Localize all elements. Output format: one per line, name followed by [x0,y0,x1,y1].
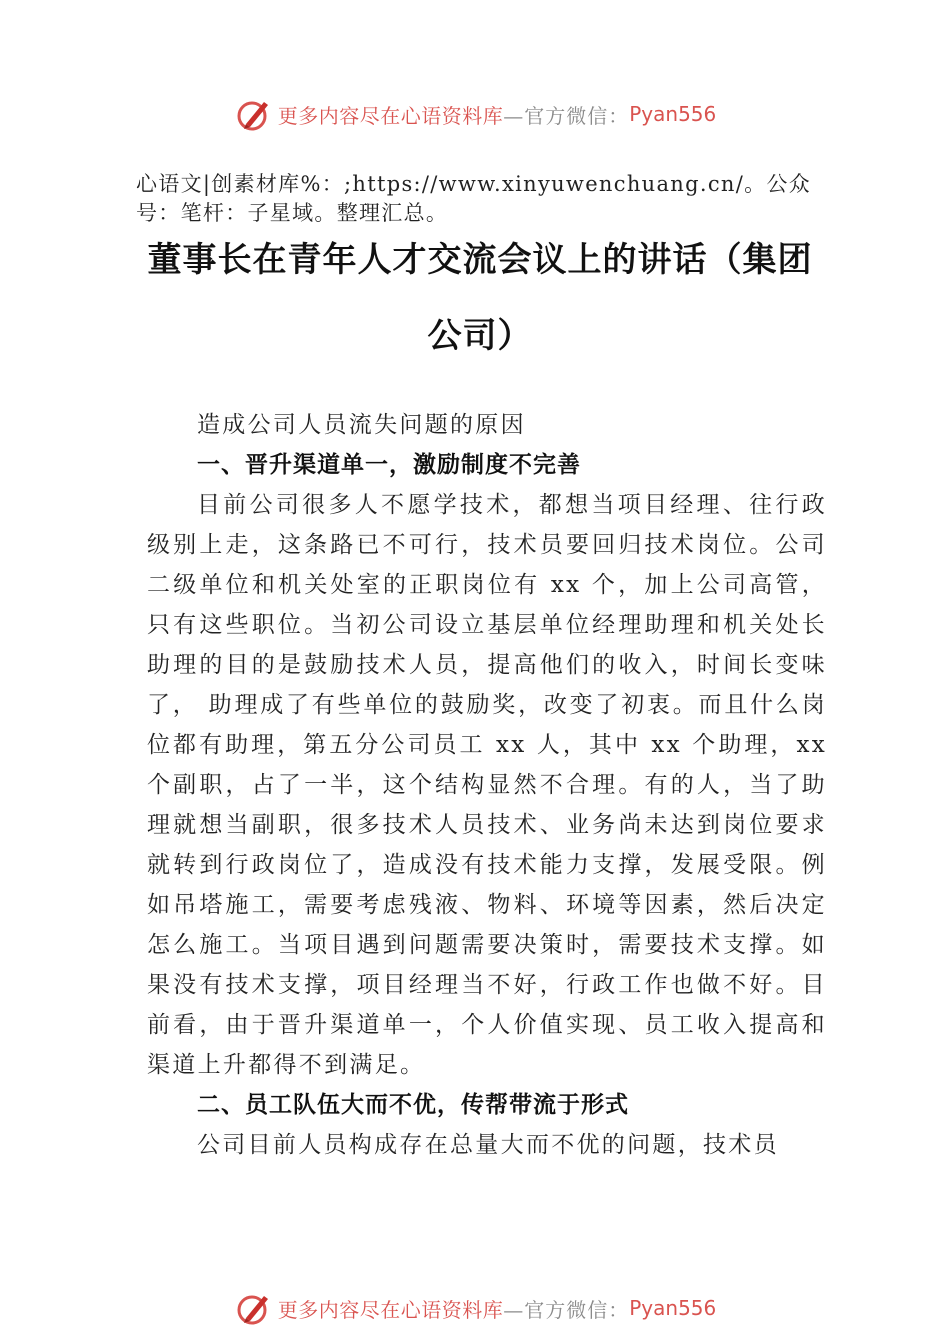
section-heading-2: 二、员工队伍大而不优，传帮带流于形式 [197,1092,629,1118]
pen-logo-icon [234,94,274,134]
document-body [147,405,827,1165]
source-line: 心语文|创素材库%：;https://www.xinyuwenchuang.cn/。公众号：笔杆：子星域。整理汇总。 [136,172,811,225]
footer-banner [0,1286,950,1330]
banner-site-name: 更多内容尽在心语资料库 [277,1297,504,1322]
pen-logo-icon [234,1288,274,1328]
intro-line: 造成公司人员流失问题的原因 [197,412,526,438]
banner-wechat-label: —官方微信： [503,103,630,128]
paragraph-2: 公司目前人员构成存在总量大而不优的问题，技术员 [197,1132,779,1158]
section-heading-1: 一、晋升渠道单一，激励制度不完善 [197,452,581,478]
document-title: 董事长在青年人才交流会议上的讲话（集团公司） [147,240,813,356]
banner-wechat-id: Pyan556 [629,1296,717,1320]
banner-wechat-label: —官方微信： [503,1297,630,1322]
banner-wechat-id: Pyan556 [629,102,717,126]
header-banner [0,92,950,136]
paragraph-1: 目前公司很多人不愿学技术，都想当项目经理、往行政级别上走，这条路已不可行，技术员要回归技术岗位。公司二级单位和机关处室的正职岗位有 xx 个，加上公司高管，只有这些职位。当初公司设立基层单位经理助理和机关处长助理的目的是鼓励技术人员，提高他们的收入，时间长变味了， 助理成了有些单位的鼓励奖，改变了初衷。而且什么岗位都有助理，第五分公司员工 xx 人，其中 xx 个助理，xx 个副职，占了一半，这个结构显然不合理。有的人，当了助理就想当副职，很多技术人员技术、业务尚未达到岗位要求就转到行政岗位了，造成没有技术能力支撑，发展受限。例如吊塔施工，需要考虑残液、物料、环境等因素，然后决定怎么施工。当项目遇到问题需要决策时，需要技术支撑。如果没有技术支撑，项目经理当不好，行政工作也做不好。目前看，由于晋升渠道单一，个人价值实现、员工收入提高和渠道上升都得不到满足。 [147,492,827,1078]
banner-site-name: 更多内容尽在心语资料库 [277,103,504,128]
